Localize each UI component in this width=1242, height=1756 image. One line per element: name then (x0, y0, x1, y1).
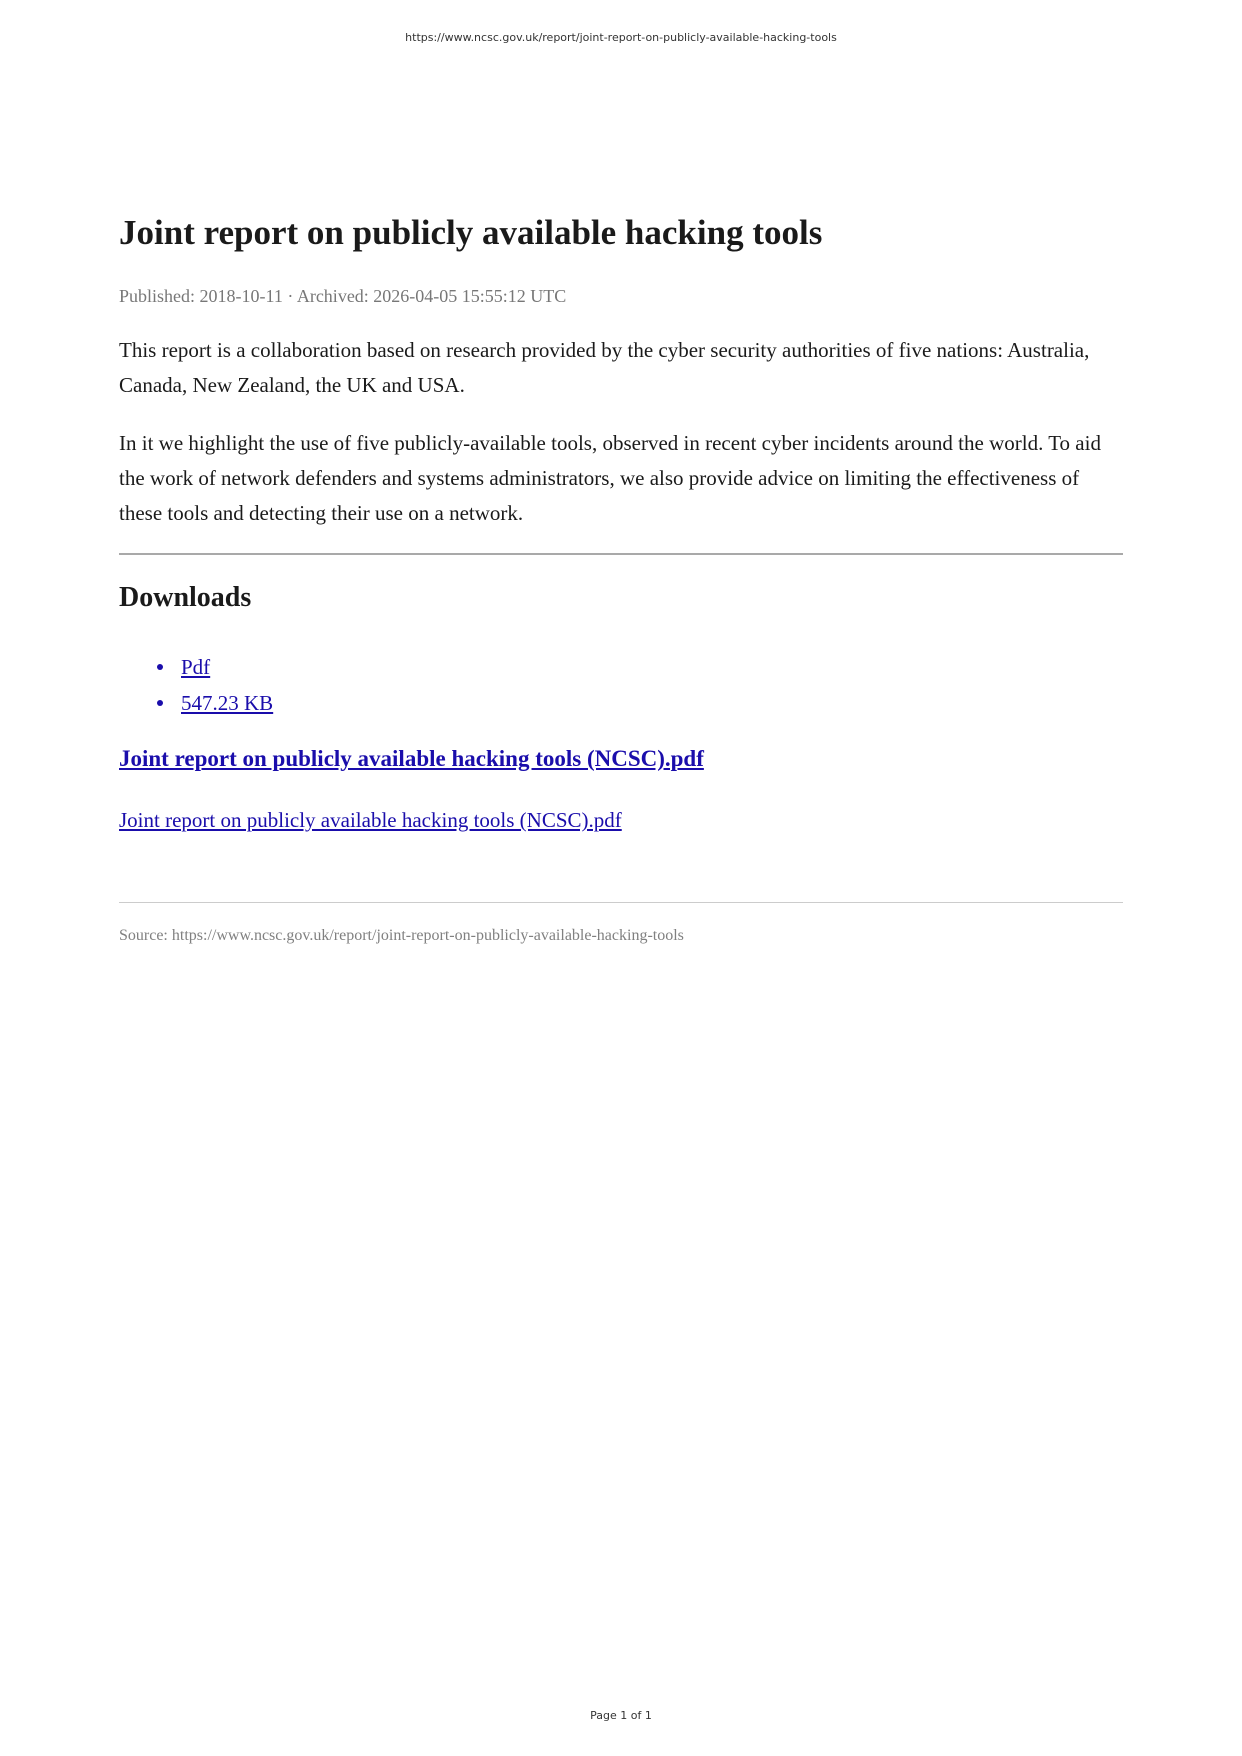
download-list (119, 649, 273, 721)
summary-paragraph: In it we highlight the use of five publicly-available tools, observed in recent cyber incidents around the world. To aid the work of network defenders and systems administrators, we also provide advice on limiting the effectiveness of these tools and detecting their use on a network. (119, 431, 1101, 525)
bullet-icon (157, 664, 163, 670)
pdf-download-link[interactable]: Joint report on publicly available hacking tools (NCSC).pdf (119, 808, 622, 832)
footer-divider (119, 902, 1123, 903)
section-divider (119, 553, 1123, 555)
download-type-link[interactable]: Pdf (181, 655, 211, 679)
file-heading (119, 746, 704, 772)
page-header-url: https://www.ncsc.gov.uk/report/joint-report-on-publicly-available-hacking-tools (405, 31, 837, 44)
list-item (119, 649, 273, 685)
bullet-icon (157, 700, 163, 706)
publication-meta: Published: 2018-10-11 · Archived: 2026-04-05 15:55:12 UTC (119, 286, 567, 306)
source-url: Source: https://www.ncsc.gov.uk/report/joint-report-on-publicly-available-hacking-tools (119, 927, 684, 944)
page-title: Joint report on publicly available hacking tools (119, 213, 823, 252)
downloads-heading: Downloads (119, 582, 252, 613)
file-heading-link[interactable]: Joint report on publicly available hacking tools (NCSC).pdf (119, 746, 704, 771)
file-link-paragraph (119, 808, 622, 833)
list-item (119, 685, 273, 721)
page-number: Page 1 of 1 (590, 1709, 652, 1722)
download-size-link[interactable]: 547.23 KB (181, 691, 274, 715)
intro-paragraph: This report is a collaboration based on research provided by the cyber security authorities of five nations: Australia, Canada, New Zealand, the UK and USA. (119, 338, 1090, 397)
